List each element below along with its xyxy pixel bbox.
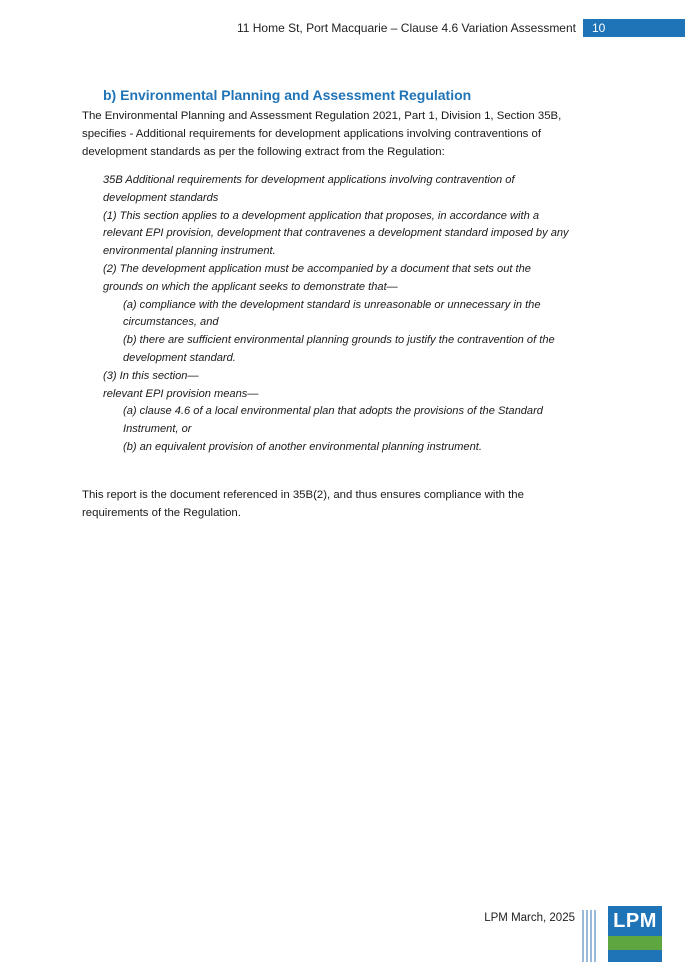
logo-blue-band	[608, 950, 662, 962]
intro-paragraph: The Environmental Planning and Assessment Regulation 2021, Part 1, Division 1, Section 35B, specifies - Additional requirements for development applications involving contraventions of development standards as per the following extract from the Regulation:	[82, 110, 562, 158]
lpm-logo	[608, 906, 662, 962]
extract-subsection-2: (2) The development application must be accompanied by a document that sets out the grounds on which the applicant seeks to demonstrate that—	[103, 262, 531, 293]
extract-item-2b: (b) there are sufficient environmental planning grounds to justify the contravention of the development standard.	[123, 334, 555, 364]
running-header-title: 11 Home St, Port Macquarie – Clause 4.6 Variation Assessment	[236, 21, 576, 35]
logo-green-band	[608, 936, 662, 950]
extract-item-3a: (a) clause 4.6 of a local environmental plan that adopts the provisions of the Standard Instrument, or	[123, 405, 543, 436]
regulation-extract	[103, 172, 573, 457]
logo-text: LPM	[608, 906, 662, 936]
extract-subsection-1: (1) This section applies to a development application that proposes, in accordance with a relevant EPI provision, development that contravenes a development standard imposed by any environmental planning instrument.	[103, 209, 569, 258]
extract-item-3b: (b) an equivalent provision of another environmental planning instrument.	[123, 440, 482, 453]
closing-paragraph: This report is the document referenced in 35B(2), and thus ensures compliance with the requirements of the Regulation.	[82, 489, 524, 519]
page-number-badge: 10	[583, 19, 685, 37]
footer-decorative-lines	[582, 910, 596, 962]
extract-subsection-3: (3) In this section—	[103, 369, 199, 382]
extract-definition: relevant EPI provision means—	[103, 387, 259, 400]
footer-date: LPM March, 2025	[484, 912, 575, 924]
extract-title: 35B Additional requirements for development applications involving contravention of development standards	[103, 174, 515, 204]
section-heading: b) Environmental Planning and Assessment Regulation	[103, 87, 472, 103]
extract-item-2a: (a) compliance with the development standard is unreasonable or unnecessary in the circumstances, and	[123, 298, 541, 329]
